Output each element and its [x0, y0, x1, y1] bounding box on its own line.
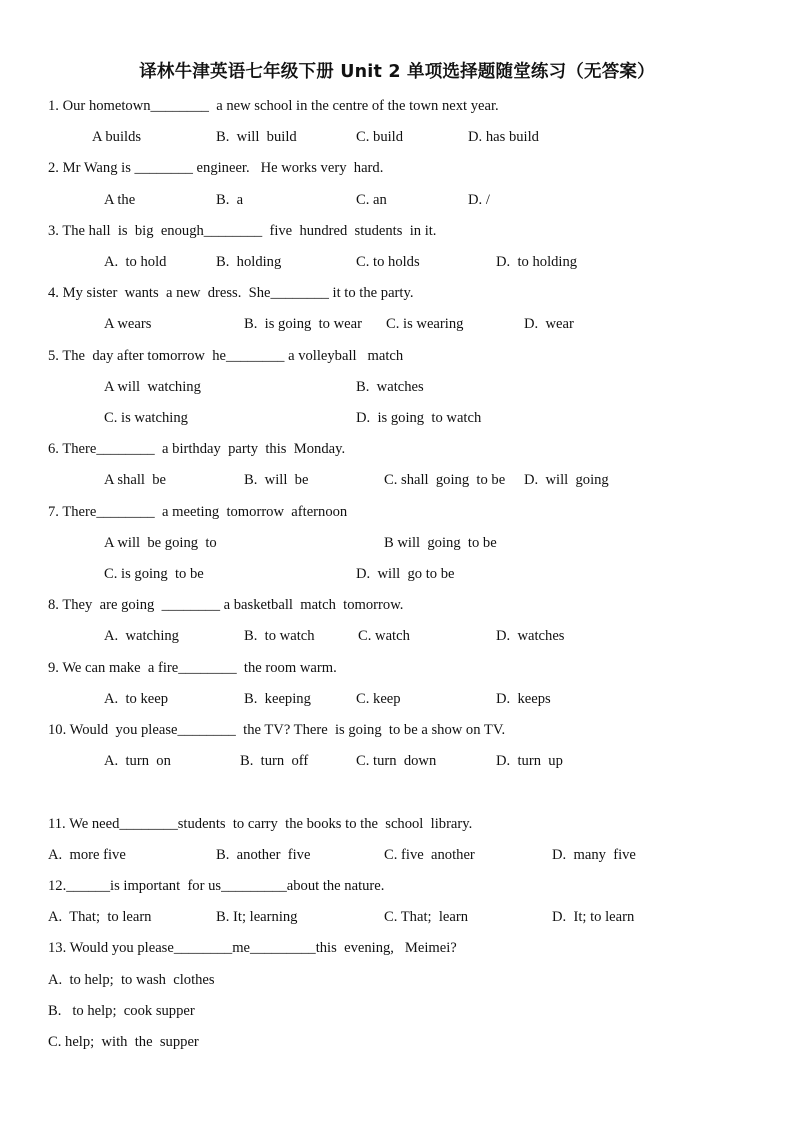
- question-7-option-c: C. is going to be: [104, 566, 204, 582]
- question-13-option-b: B. to help; cook supper: [48, 1003, 195, 1019]
- question-11-option-b: B. another five: [216, 847, 311, 863]
- question-1-option-a: A builds: [92, 129, 142, 145]
- question-3-option-d: D. to holding: [496, 254, 578, 270]
- question-12-option-a: A. That; to learn: [48, 909, 152, 925]
- question-9-option-c: C. keep: [356, 691, 401, 707]
- question-13-stem: 13. Would you please________me_________this evening, Meimei?: [48, 940, 457, 956]
- question-7-option-a: A will be going to: [104, 535, 217, 551]
- page-title: 译林牛津英语七年级下册 Unit 2 单项选择题随堂练习（无答案）: [139, 62, 655, 82]
- question-1-stem: 1. Our hometown________ a new school in the centre of the town next year.: [48, 98, 499, 114]
- question-3-option-c: C. to holds: [356, 254, 420, 270]
- question-6-option-b: B. will be: [244, 472, 309, 488]
- question-12-option-d: D. It; to learn: [552, 909, 635, 925]
- question-2-option-c: C. an: [356, 192, 387, 208]
- question-2-option-b: B. a: [216, 192, 244, 208]
- question-11-stem: 11. We need________students to carry the books to the school library.: [48, 816, 473, 832]
- question-2-stem: 2. Mr Wang is ________ engineer. He works very hard.: [48, 160, 384, 176]
- question-12-stem: 12.______is important for us_________about the nature.: [48, 878, 385, 894]
- question-12-option-b: B. It; learning: [216, 909, 298, 925]
- question-6-option-a: A shall be: [104, 472, 167, 488]
- question-6-option-c: C. shall going to be: [384, 472, 506, 488]
- question-3-option-a: A. to hold: [104, 254, 167, 270]
- question-8-stem: 8. They are going ________ a basketball match tomorrow.: [48, 597, 404, 613]
- question-10-option-a: A. turn on: [104, 753, 171, 769]
- question-2-option-a: A the: [104, 192, 136, 208]
- question-1-option-d: D. has build: [468, 129, 539, 145]
- question-3-option-b: B. holding: [216, 254, 282, 270]
- question-5-option-c: C. is watching: [104, 410, 188, 426]
- question-11-option-d: D. many five: [552, 847, 636, 863]
- question-3-stem: 3. The hall is big enough________ five hundred students in it.: [48, 223, 437, 239]
- question-9-option-d: D. keeps: [496, 691, 551, 707]
- question-4-option-b: B. is going to wear: [244, 316, 362, 332]
- question-4-stem: 4. My sister wants a new dress. She________ it to the party.: [48, 285, 414, 301]
- question-9-option-a: A. to keep: [104, 691, 169, 707]
- question-10-option-b: B. turn off: [240, 753, 309, 769]
- question-6-stem: 6. There________ a birthday party this Monday.: [48, 441, 346, 457]
- question-1-option-b: B. will build: [216, 129, 297, 145]
- question-7-option-b: B will going to be: [384, 535, 497, 551]
- question-2-option-d: D. /: [468, 192, 490, 208]
- question-8-option-b: B. to watch: [244, 628, 315, 644]
- question-5-option-d: D. is going to watch: [356, 410, 482, 426]
- question-5-option-a: A will watching: [104, 379, 201, 395]
- question-6-option-d: D. will going: [524, 472, 609, 488]
- question-4-option-c: C. is wearing: [386, 316, 464, 332]
- question-4-option-a: A wears: [104, 316, 152, 332]
- question-13-option-a: A. to help; to wash clothes: [48, 972, 215, 988]
- question-10-stem: 10. Would you please________ the TV? There is going to be a show on TV.: [48, 722, 506, 738]
- question-4-option-d: D. wear: [524, 316, 574, 332]
- question-11-option-c: C. five another: [384, 847, 475, 863]
- question-1-option-c: C. build: [356, 129, 404, 145]
- question-5-option-b: B. watches: [356, 379, 424, 395]
- question-11-option-a: A. more five: [48, 847, 126, 863]
- question-7-option-d: D. will go to be: [356, 566, 455, 582]
- question-9-option-b: B. keeping: [244, 691, 311, 707]
- question-7-stem: 7. There________ a meeting tomorrow afternoon: [48, 504, 348, 520]
- question-12-option-c: C. That; learn: [384, 909, 469, 925]
- question-13-option-c: C. help; with the supper: [48, 1034, 199, 1050]
- question-8-option-c: C. watch: [358, 628, 410, 644]
- question-5-stem: 5. The day after tomorrow he________ a volleyball match: [48, 348, 404, 364]
- question-10-option-d: D. turn up: [496, 753, 563, 769]
- question-10-option-c: C. turn down: [356, 753, 437, 769]
- question-8-option-d: D. watches: [496, 628, 565, 644]
- question-9-stem: 9. We can make a fire________ the room warm.: [48, 660, 337, 676]
- question-8-option-a: A. watching: [104, 628, 179, 644]
